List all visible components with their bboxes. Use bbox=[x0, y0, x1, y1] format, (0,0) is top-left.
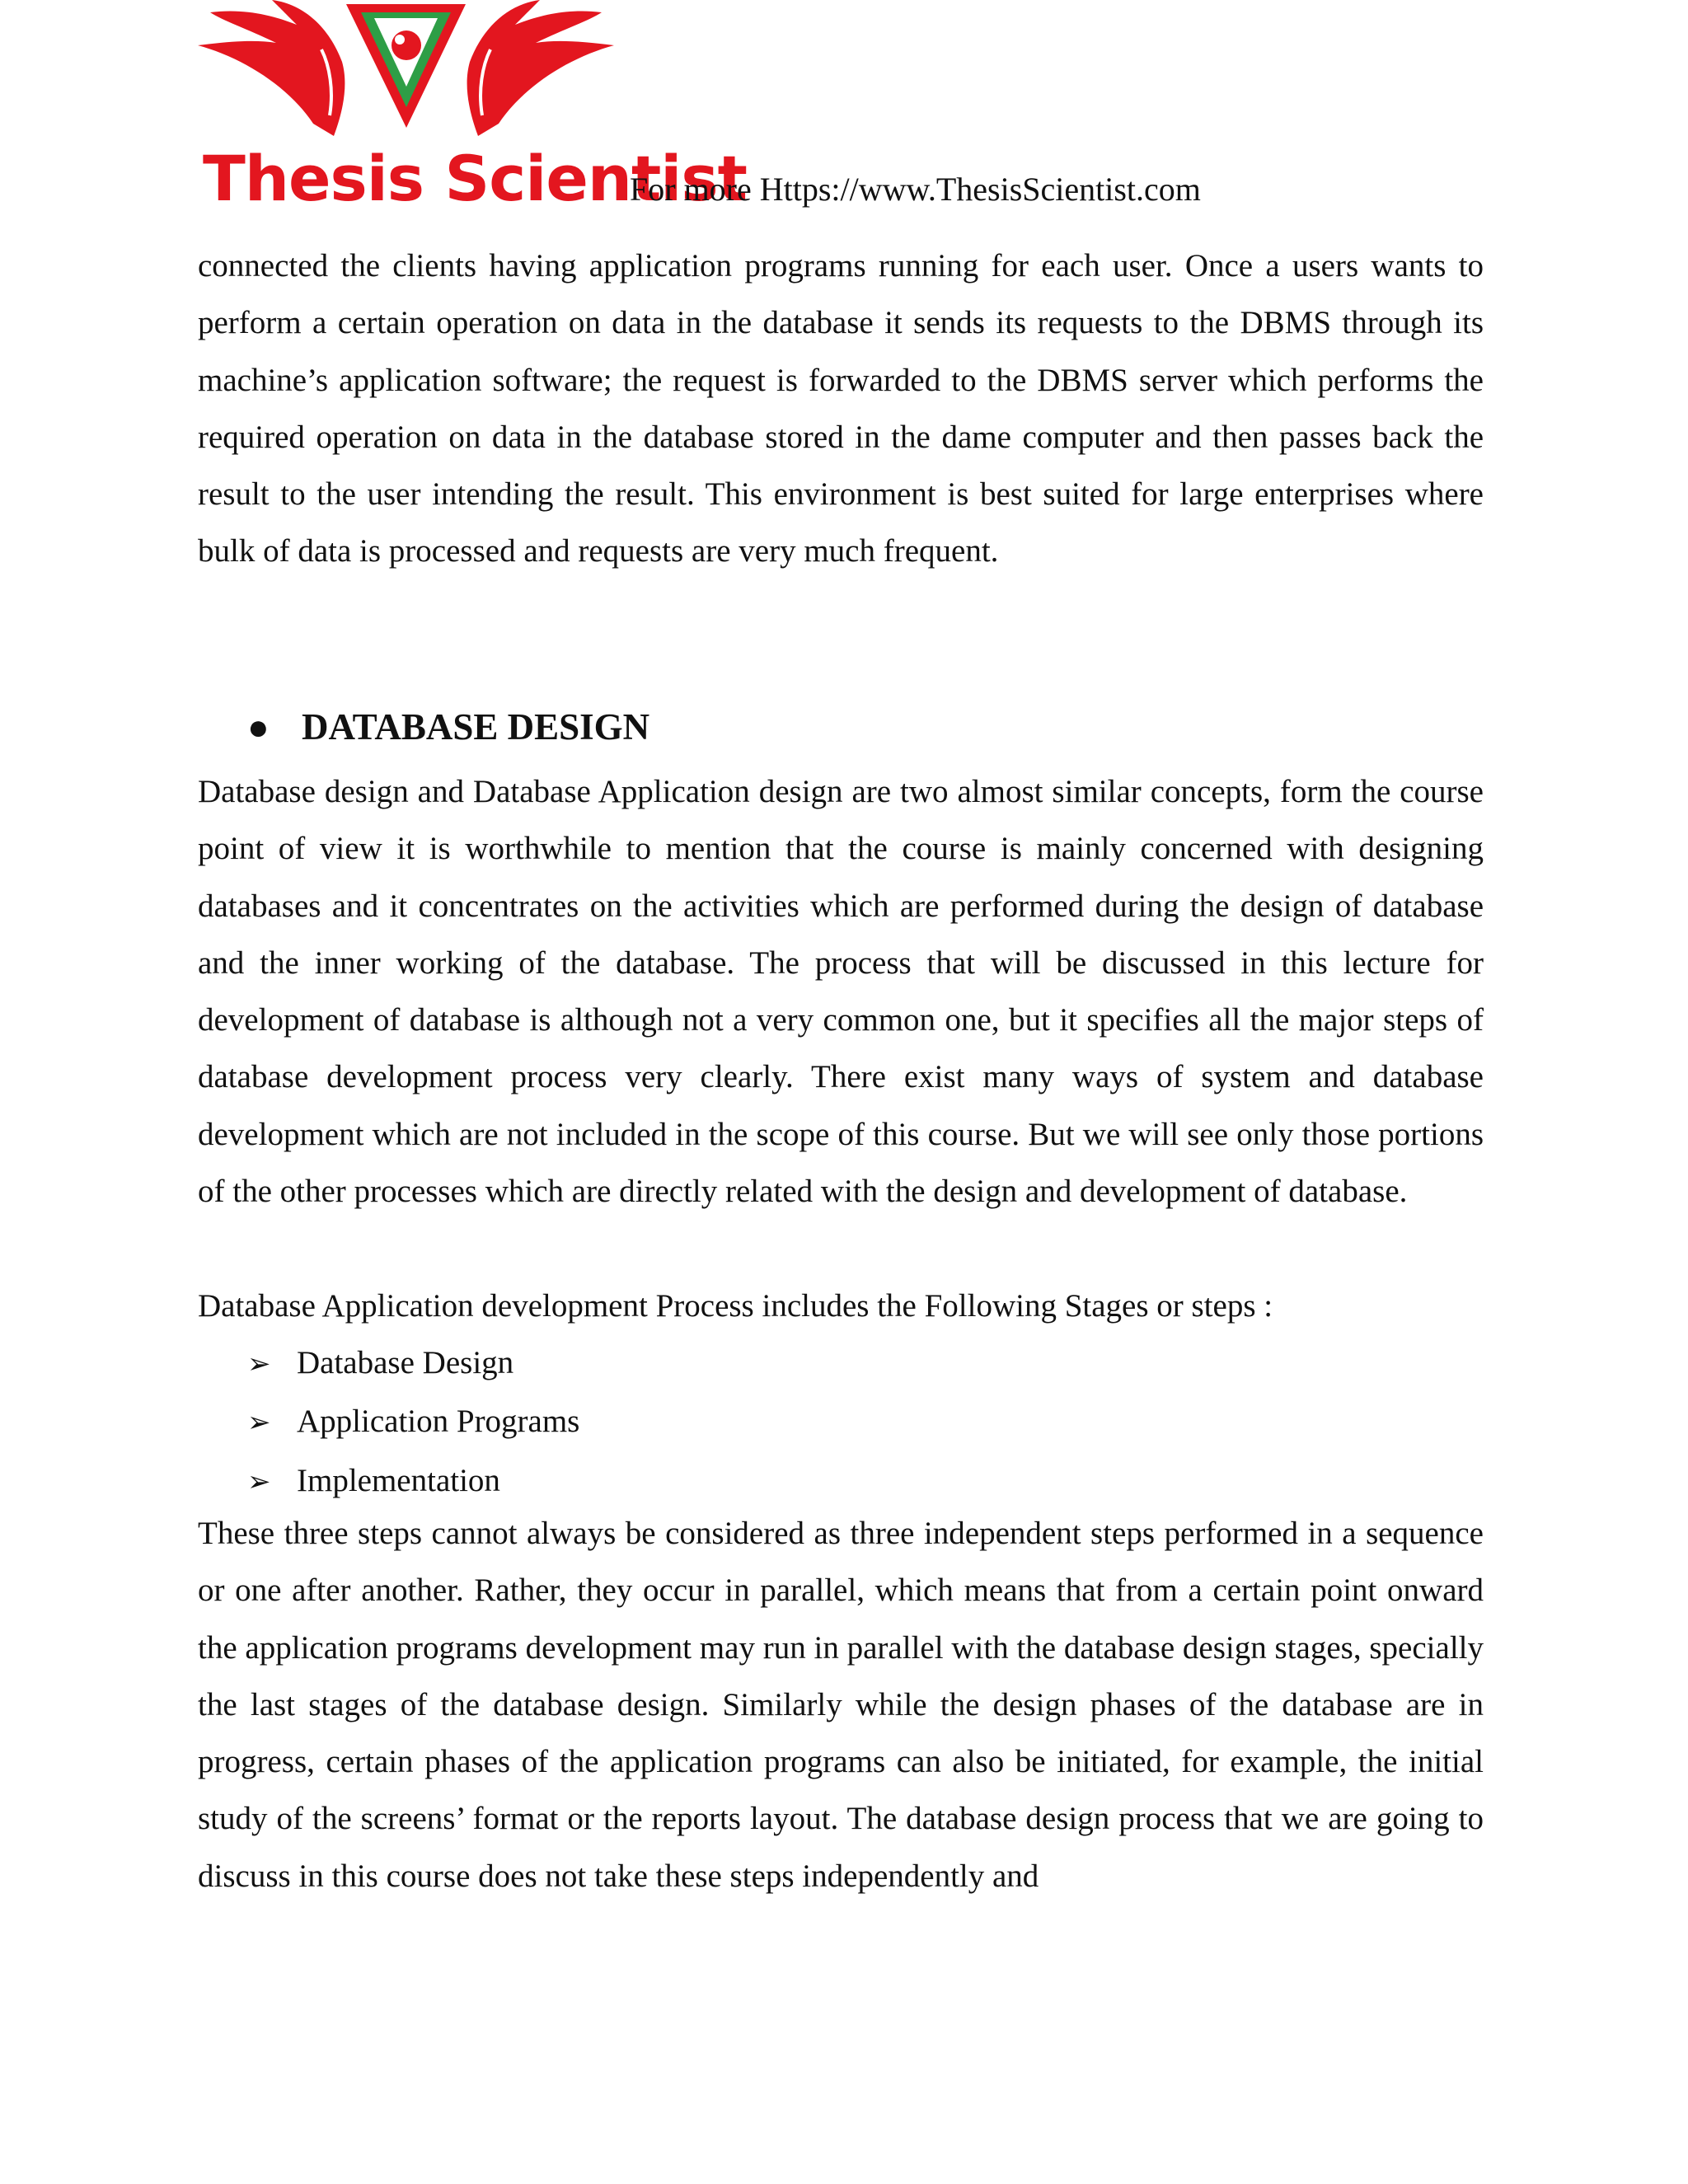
steps-intro: Database Application development Process includes the Following Stages or steps : bbox=[198, 1288, 1273, 1324]
list-item bbox=[247, 1452, 579, 1511]
paragraph-client-server: connected the clients having application programs running for each user. Once a users wants to perform a certain operation on data in the database it sends its requests to the DBMS through its machine’s application software; the request is forwarded to the DBMS server which performs the required operation on data in the database stored in the dame computer and then passes back the result to the user intending the result. This environment is best suited for large enterprises where bulk of data is processed and requests are very much frequent. bbox=[198, 248, 1484, 569]
arrow-bullet-icon: ➢ bbox=[247, 1347, 271, 1380]
section-heading-text: DATABASE DESIGN bbox=[302, 706, 650, 748]
thesis-scientist-logo bbox=[198, 0, 747, 218]
list-item bbox=[247, 1334, 579, 1393]
header-website-link[interactable]: For more Https://www.ThesisScientist.com bbox=[630, 171, 1201, 208]
paragraph-parallel-steps: These three steps cannot always be considered as three independent steps performed in a sequence or one after another. Rather, they occur in parallel, which means that from a certain point onward the application programs development may run in parallel with the database design stages, specially the last stages of the database design. Similarly while the design phases of the database are in progress, certain phases of the application programs can also be initiated, for example, the initial study of the screens’ format or the reports layout. The database design process that we are going to discuss in this course does not take these steps independently and bbox=[198, 1516, 1484, 1894]
section-heading bbox=[247, 702, 649, 752]
paragraph-database-design: Database design and Database Application design are two almost similar concepts, form the course point of view it is worthwhile to mention that the course is mainly concerned with designing databases and it concentrates on the activities which are performed during the design of database and the inner working of the database. The process that will be discussed in this lecture for development of database is although not a very common one, but it specifies all the major steps of database development process very clearly. There exist many ways of system and database development which are not included in the scope of this course. But we will see only those portions of the other processes which are directly related with the design and development of database. bbox=[198, 774, 1484, 1210]
step-label: Database Design bbox=[297, 1345, 514, 1380]
arrow-bullet-icon: ➢ bbox=[247, 1465, 271, 1498]
arrow-bullet-icon: ➢ bbox=[247, 1406, 271, 1440]
bullet-icon: ● bbox=[247, 707, 270, 748]
steps-list bbox=[247, 1334, 579, 1511]
step-label: Implementation bbox=[297, 1462, 500, 1498]
list-item bbox=[247, 1393, 579, 1451]
brand-name: Thesis Scientist bbox=[203, 142, 747, 215]
step-label: Application Programs bbox=[297, 1404, 580, 1440]
